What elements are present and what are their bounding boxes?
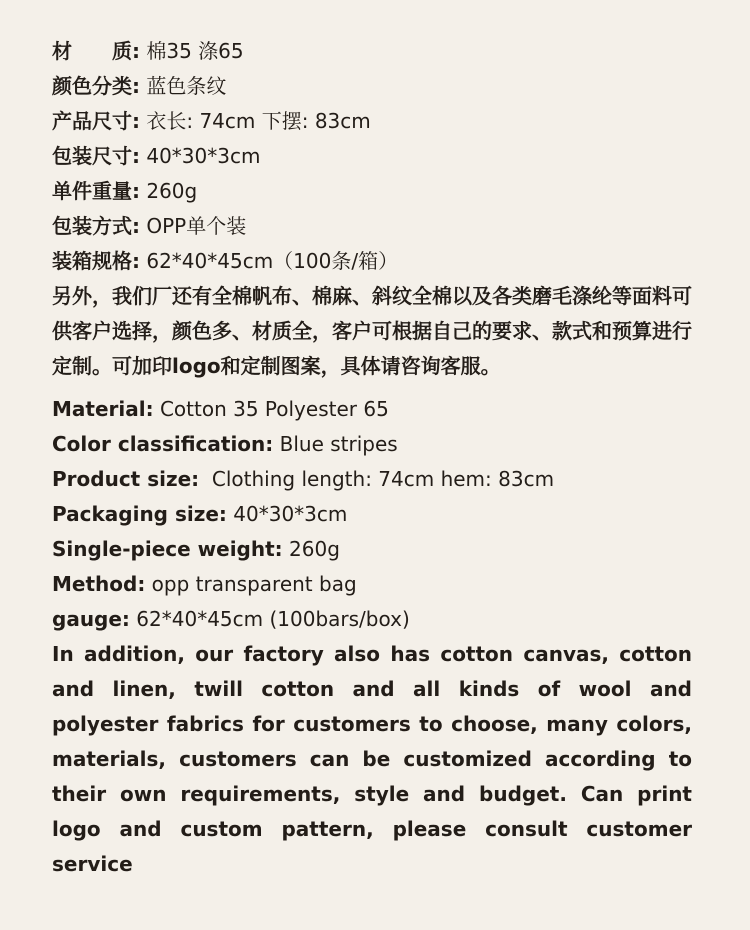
zh-row-weight — [52, 174, 698, 209]
zh-value-product-size: 衣长: 74cm 下摆: 83cm — [140, 109, 371, 133]
en-value-gauge: 62*40*45cm (100bars/box) — [129, 607, 410, 631]
en-label-method: Method: — [52, 572, 146, 596]
en-row-color — [52, 427, 698, 462]
en-value-weight: 260g — [282, 537, 340, 561]
zh-value-packaging-size: 40*30*3cm — [140, 144, 261, 168]
en-spec-list — [52, 392, 698, 876]
zh-label-material: 材 质: — [52, 39, 140, 63]
en-additional-note: In addition, our factory also has cotton canvas, cotton and linen, twill cotton and all kinds of wool and polyester fabrics for customers to choose, many colors, materials, customers can be customized according to their own requirements, style and budget. Can print logo and custom pattern, please consult customer service — [52, 642, 692, 876]
zh-label-weight: 单件重量: — [52, 179, 140, 203]
en-label-color: Color classification: — [52, 432, 274, 456]
section-gap — [52, 384, 698, 392]
zh-row-material — [52, 34, 698, 69]
en-value-product-size: Clothing length: 74cm hem: 83cm — [199, 467, 555, 491]
zh-row-box-spec — [52, 244, 698, 279]
en-label-weight: Single-piece weight: — [52, 537, 283, 561]
en-label-material: Material: — [52, 397, 154, 421]
en-value-packaging-size: 40*30*3cm — [226, 502, 348, 526]
zh-label-product-size: 产品尺寸: — [52, 109, 140, 133]
zh-row-packaging-size — [52, 139, 698, 174]
zh-value-material: 棉35 涤65 — [140, 39, 244, 63]
en-value-material: Cotton 35 Polyester 65 — [153, 397, 389, 421]
zh-row-color — [52, 69, 698, 104]
zh-row-packing-method — [52, 209, 698, 244]
en-row-material — [52, 392, 698, 427]
en-value-color: Blue stripes — [273, 432, 398, 456]
zh-label-color: 颜色分类: — [52, 74, 140, 98]
en-row-method — [52, 567, 698, 602]
zh-spec-list — [52, 34, 698, 384]
en-label-packaging-size: Packaging size: — [52, 502, 227, 526]
zh-row-product-size — [52, 104, 698, 139]
zh-value-box-spec: 62*40*45cm（100条/箱） — [140, 249, 399, 273]
zh-label-box-spec: 装箱规格: — [52, 249, 140, 273]
en-label-product-size: Product size: — [52, 467, 200, 491]
en-row-product-size — [52, 462, 698, 497]
zh-value-color: 蓝色条纹 — [140, 74, 227, 98]
en-row-weight — [52, 532, 698, 567]
en-label-gauge: gauge: — [52, 607, 130, 631]
zh-value-packing-method: OPP单个装 — [140, 214, 247, 238]
en-row-packaging-size — [52, 497, 698, 532]
en-row-gauge — [52, 602, 698, 637]
zh-value-weight: 260g — [140, 179, 198, 203]
zh-label-packing-method: 包装方式: — [52, 214, 140, 238]
zh-label-packaging-size: 包装尺寸: — [52, 144, 140, 168]
zh-additional-note: 另外，我们厂还有全棉帆布、棉麻、斜纹全棉以及各类磨毛涤纶等面料可供客户选择，颜色多、材质全，客户可根据自己的要求、款式和预算进行定制。可加印logo和定制图案，具体请咨询客服。 — [52, 284, 692, 378]
en-value-method: opp transparent bag — [145, 572, 357, 596]
